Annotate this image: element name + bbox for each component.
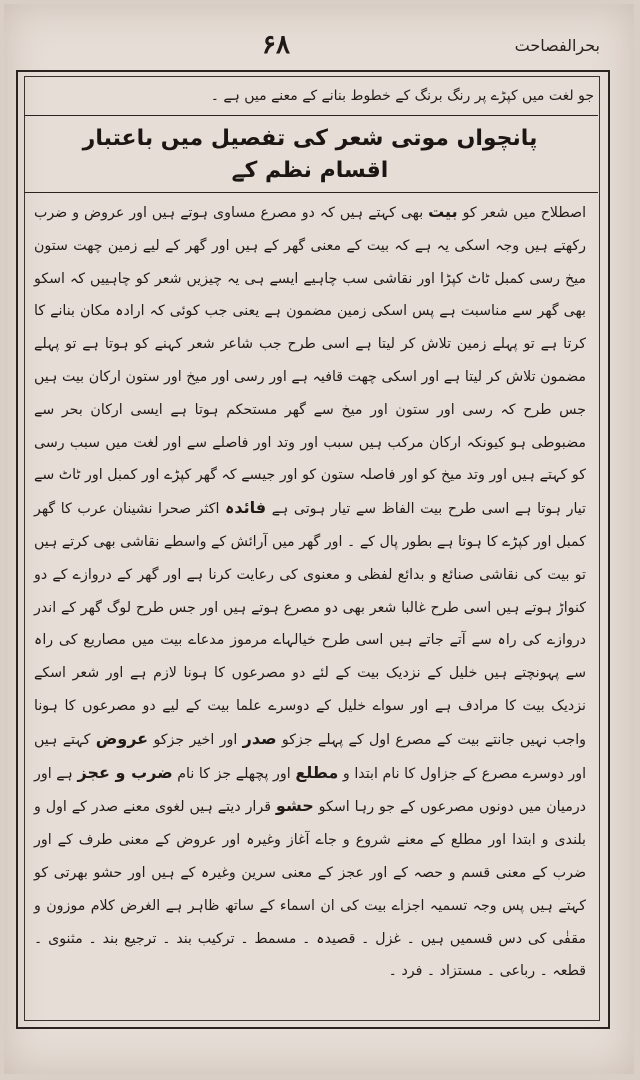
keyword-sadr: صدر <box>242 728 277 748</box>
keyword-matla: مطلع <box>295 762 339 782</box>
keyword-aruz: عروض <box>95 728 149 748</box>
body-text-run: اصطلاح میں شعر کو <box>462 205 587 221</box>
keyword-zarb: ضرب و عجز <box>77 762 173 782</box>
book-title: بحرالفصاحت <box>514 36 600 55</box>
body-text-run: ہے اور درمیان میں دونوں مصرعوں کے جو رہا اسکو <box>34 765 587 816</box>
body-text-run: اور اخیر جزکو <box>153 731 238 748</box>
body-text-run: اکثر صحرا نشینان عرب کا گھر کمبل اور کپڑے کا ہوتا ہے بطور پال کے ۔ اور گھر میں آرائش کے واسطے نقاشی بھی کرتے ہیں تو بیت کی نقاشی صنائع و بدائع لفظی و معنوی کی رعایت کرنا ہے اور گھر کے دروازے کے دو کنواڑ ہوتے ہیں اسی طرح غالبا شعر بھی دو مصرع ہوتے ہیں اور جس طرح لوگ گھر کے اندر دروازے کی راہ سے آتے جاتے ہیں اسی طرح خیالہاے مرموز مدعاے بیت میں مصاریع کی راہ سے پہونچتے ہیں خلیل کے نزدیک بیت کے لئے دو مصرعوں کا ہونا لازم ہے اور شعر اسکے نزدیک بیت کا مرادف ہے اور سواے خلیل کے دوسرے علما بیت کے لیے دو مصرعوں کا ہونا واجب نہیں جانتے بیت کے مصرع اول کے پہلے جزکو <box>34 501 586 748</box>
section-heading-line2: اقسام نظم کے <box>231 158 389 183</box>
body-paragraph <box>34 196 586 988</box>
keyword-bait: بیت <box>428 202 458 221</box>
body-text-run: اور پچھلے جز کا نام <box>177 765 291 782</box>
top-note-rule <box>24 115 598 116</box>
top-note: جو لغت میں کپڑے پر رنگ برنگ کے خطوط بنانے کے معنے میں ہے ۔ <box>210 88 594 104</box>
section-heading-line1: پانچواں موتی شعر کی تفصیل میں باعتبار <box>82 126 538 151</box>
body-text-run: قرار دیتے ہیں لغوی معنے صدر کے اول و بلندی و ابتدا اور مطلع کے معنے شروع و جاے آغاز وغیرہ اور عروض کے معنی طرف کے اور ضرب کے معنی قسم و حصہ کے اور عجز کے معنی سرین وغیرہ کے ہیں اور حشو بھرتی کو کہتے ہیں پس وجہ تسمیہ اجزاے بیت کی ان اسماء کے ساتھ ظاہر ہے الغرض کلام موزون و مقفٰی کی دس قسمیں ہیں ۔ غزل ۔ قصیدہ ۔ مسمط ۔ ترکیب بند ۔ ترجیع بند ۔ مثنوی ۔ قطعہ ۔ رباعی ۔ مستزاد ۔ فرد ۔ <box>34 799 586 980</box>
body-text <box>34 196 586 988</box>
keyword-hashw: حشو <box>275 796 314 816</box>
body-text-run: بھی کہتے ہیں کہ دو مصرع مساوی ہوتے ہیں اور عروض و ضرب رکھتے ہیں وجہ اسکی یہ ہے کہ بیت کے معنی گھر کے ہیں اور گھر کے لیے زمین چھت ستون میخ رسی کمبل ٹاٹ کپڑا اور نقاشی سب چاہیے ایسے ہی یہ چیزیں شعر کو چاہییں کہ اسکو بھی گھر سے مناسبت ہے پس اسکی زمین مضمون ہے یعنی جب کوئی کہ ارادہ مکان بنانے کا کرتا ہے تو پہلے زمین تلاش کر لیتا ہے اسی طرح جب شاعر شعر کہنے کو ہوتا ہے تو پہلے مضمون تلاش کر لیتا ہے اور اسکی چھت قافیہ ہے اور رسی اور میخ اور ستون ارکان بیت ہیں جس طرح کہ رسی اور ستون اور میخ سے گھر مستحکم ہوتا ہے ایسی ارکان بحر سے مضبوطی ہو کیونکہ ارکان مرکب ہیں سبب اور وتد اور فاصلے سے اور لغت میں سبب رسی کو کہتے ہیں اور وتد میخ کو اور فاصلہ ستون کو اور جیسے کہ گھر کپڑے اور کمبل اور ٹاٹ سے تیار ہوتا ہے اسی طرح بیت الفاظ سے تیار ہوتی ہے <box>34 205 586 518</box>
body-text-run: کہتے ہیں اور دوسرے مصرع کے جزاول کا نام ابتدا و <box>34 731 587 782</box>
page-number: ۶۸ <box>262 30 290 60</box>
keyword-faida: فائدہ <box>225 498 267 518</box>
heading-rule <box>24 192 598 193</box>
